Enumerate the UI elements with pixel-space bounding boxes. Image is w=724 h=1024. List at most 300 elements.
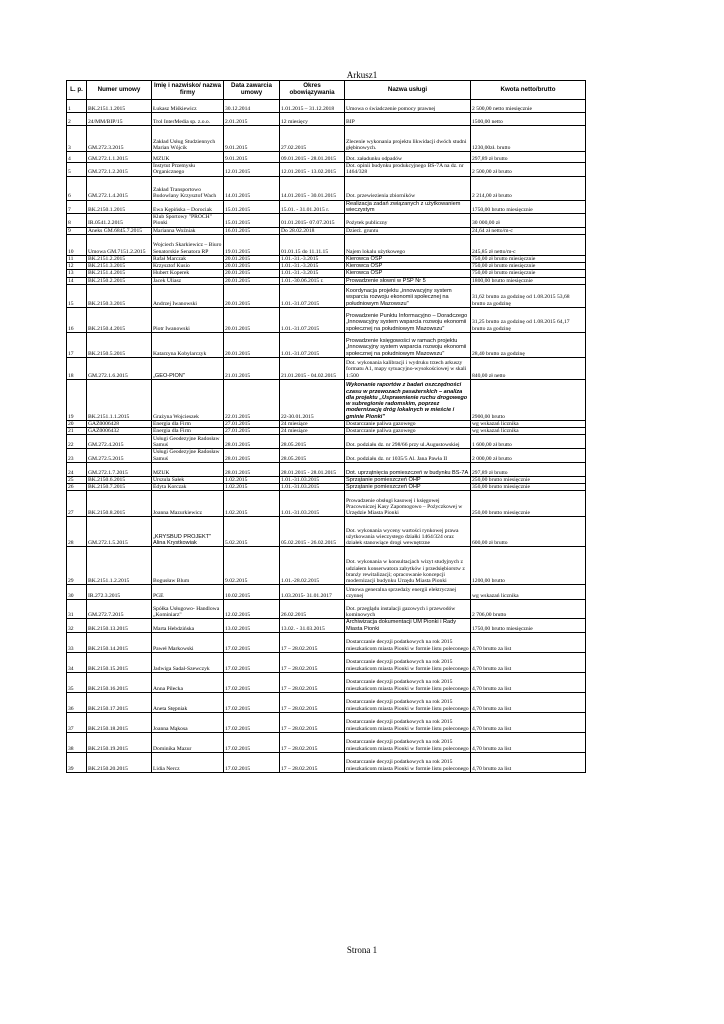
row-date: 30.12.2014 [224, 100, 280, 113]
row-service: Dot. podziału dz. nr 1035/5 Al. Jana Pawła II [345, 449, 471, 463]
row-service: Dot. przewiezienia zbiorników [345, 176, 471, 200]
row-contract-number: GM.272.1.6.2015 [87, 357, 152, 379]
table-row [67, 619, 586, 633]
row-lp: 17 [67, 332, 87, 357]
row-lp: 26 [67, 484, 87, 491]
row-period: 1.01.-31.07.2015 [280, 284, 345, 307]
row-date: 5.02.2015 [224, 517, 280, 547]
row-period: 21.01.2015 - 04.02.2015 [280, 357, 345, 379]
row-lp: 20 [67, 420, 87, 427]
header-contract-number: Numer umowy [87, 81, 152, 100]
row-amount: 750,00 zł brutto miesięcznie [471, 255, 586, 262]
row-contract-number: Aneks GM.6845.7.2015 [87, 227, 152, 234]
row-period: Do 28.02.2018 [280, 227, 345, 234]
header-name: Imię i nazwisko/ nazwa firmy [152, 81, 224, 100]
table-row [67, 462, 586, 476]
row-contract-number: GM.272.1.2.2015 [87, 163, 152, 177]
row-name: Katarzyna Kobylarczyk [152, 332, 224, 357]
row-period: 1.01.-31.07.2015 [280, 332, 345, 357]
row-service: Dostarczanie decyzji podatkowych na rok 2015 mieszkańcom miasta Pionki w formie listu poleconego [345, 712, 471, 732]
row-date: 12.01.2015 [224, 163, 280, 177]
row-lp: 1 [67, 100, 87, 113]
row-name: Andrzej Iwanowski [152, 284, 224, 307]
row-period: 1.01.-31.03.2015 [280, 491, 345, 517]
row-amount: 1750,00 brutto miesięcznie [471, 200, 586, 214]
row-service: Sprzątanie pomieszczeń OHP [345, 484, 471, 491]
row-service: Prowadzenie obsługi kasowej i księgowej Pracowniczej Kasy Zapomogowo – Pożyczkowej w Urzędzie Miasta Pionki [345, 491, 471, 517]
row-date: 17.02.2015 [224, 732, 280, 752]
row-contract-number: 24/MM/BIP/15 [87, 113, 152, 126]
row-lp: 3 [67, 126, 87, 152]
row-lp: 4 [67, 152, 87, 163]
row-name: Łukasz Miśkiewicz [152, 100, 224, 113]
row-amount: 750,00 zł brutto miesięcznie [471, 263, 586, 270]
table-row [67, 476, 586, 483]
row-amount: 4,70 brutto za list [471, 672, 586, 692]
table-row [67, 152, 586, 163]
row-amount: 2900,00 brutto [471, 379, 586, 420]
table-row [67, 712, 586, 732]
row-amount: 250,00 brutto miesięcznie [471, 491, 586, 517]
row-name: Marianna Woźniak [152, 227, 224, 234]
row-contract-number: BK.2150.17.2015 [87, 692, 152, 712]
row-contract-number: GM.272.5.2015 [87, 449, 152, 463]
row-amount: 1750,00 brutto miesięcznie [471, 619, 586, 633]
row-service: Dot. załadunku odpadów [345, 152, 471, 163]
row-lp: 38 [67, 732, 87, 752]
row-lp: 13 [67, 270, 87, 277]
row-service: Najem lokalu użytkowego [345, 234, 471, 255]
row-service: Dostarczanie decyzji podatkowych na rok 2015 mieszkańcom miasta Pionki w formie listu poleconego [345, 652, 471, 672]
row-amount: 840,00 zł netto [471, 357, 586, 379]
table-row [67, 307, 586, 332]
row-lp: 21 [67, 428, 87, 435]
row-date: 22.01.2015 [224, 379, 280, 420]
row-contract-number: BK.2151.1.2015 [87, 100, 152, 113]
row-service: Kierowca OSP [345, 255, 471, 262]
row-date: 13.02.2015 [224, 619, 280, 633]
row-contract-number: BK.2150.4.2015 [87, 307, 152, 332]
row-period: 17 – 28.02.2015 [280, 712, 345, 732]
table-row [67, 270, 586, 277]
row-contract-number: BK.2151.3.2015 [87, 263, 152, 270]
row-service: Dostarczanie paliwa gazowego [345, 428, 471, 435]
row-period: 17 – 28.02.2015 [280, 632, 345, 652]
row-name: Usługi Geodezyjne Radosław Samuś [152, 449, 224, 463]
table-row [67, 255, 586, 262]
table-row [67, 692, 586, 712]
row-name: Trol InterMedia sp. z.o.o. [152, 113, 224, 126]
row-service: Wykonanie raportów z badań oszczędności czasu w przewozach pasażerskich – analiza dla projektu „Usprawnienie ruchu drogowego w subregionie radomskim, poprzez modernizację dróg lokalnych w mieście i gminie Pionki" [345, 379, 471, 420]
table-row [67, 200, 586, 214]
row-name: Wojciech Skarkiewicz – Biuro Senatorskie Senatora RP [152, 234, 224, 255]
table-row [67, 176, 586, 200]
table-row [67, 126, 586, 152]
row-name: Jadwiga Sadal-Szewczyk [152, 652, 224, 672]
row-contract-number: BK.2150.1.2015 [87, 200, 152, 214]
row-service: BIP [345, 113, 471, 126]
row-date: 1.02.2015 [224, 491, 280, 517]
row-period: 01.01.2015- 07.07.2015 [280, 214, 345, 228]
row-period: 17 – 28.02.2015 [280, 652, 345, 672]
table-row [67, 234, 586, 255]
row-date: 20.01.2015 [224, 284, 280, 307]
header-amount: Kwota netto/brutto [471, 81, 586, 100]
row-amount: 2 214,00 zł brutto [471, 176, 586, 200]
row-lp: 39 [67, 752, 87, 772]
row-name: Edyta Korczak [152, 484, 224, 491]
row-name: Anna Pilecka [152, 672, 224, 692]
row-lp: 23 [67, 449, 87, 463]
table-row [67, 263, 586, 270]
table-row [67, 585, 586, 600]
row-period: 17 – 28.02.2015 [280, 732, 345, 752]
table-row [67, 672, 586, 692]
row-lp: 37 [67, 712, 87, 732]
row-date: 28.01.2015 [224, 435, 280, 449]
row-service: Dzierż. gruntu [345, 227, 471, 234]
row-amount: 1500,00 netto [471, 113, 586, 126]
row-contract-number: GAZ0006432 [87, 428, 152, 435]
row-period: 1.01.-31.-3.2015 [280, 270, 345, 277]
header-service: Nazwa usługi [345, 81, 471, 100]
row-date: 17.02.2015 [224, 692, 280, 712]
row-period: 24 miesiące [280, 420, 345, 427]
row-contract-number: GAZ0006428 [87, 420, 152, 427]
row-amount: 4,70 brutto za list [471, 732, 586, 752]
row-date: 16.01.2015 [224, 227, 280, 234]
row-date: 1.02.2015 [224, 484, 280, 491]
row-name: Marta Hebdzińska [152, 619, 224, 633]
table-row [67, 435, 586, 449]
row-contract-number: BK.2150.13.2015 [87, 619, 152, 633]
row-amount: 1 600,00 zł brutto [471, 435, 586, 449]
table-row [67, 113, 586, 126]
table-row [67, 547, 586, 585]
row-lp: 9 [67, 227, 87, 234]
row-period: 1.01.-31.-3.2015 [280, 255, 345, 262]
row-service: Prowadzenie słowni w PSP Nr 5 [345, 277, 471, 284]
table-row [67, 332, 586, 357]
row-amount: 4,70 brutto za list [471, 652, 586, 672]
row-lp: 14 [67, 277, 87, 284]
row-amount: 1800,00 brutto miesięcznie [471, 277, 586, 284]
table-row [67, 428, 586, 435]
table-row [67, 277, 586, 284]
row-contract-number: BK.2151.4.2015 [87, 270, 152, 277]
row-amount: 297,89 zł brutto [471, 462, 586, 476]
header-period: Okres obowiązywania [280, 81, 345, 100]
row-lp: 31 [67, 600, 87, 619]
row-period: 12 miesięcy [280, 113, 345, 126]
row-period: 1.03.2015- 31.01.2017 [280, 585, 345, 600]
row-lp: 30 [67, 585, 87, 600]
row-period: 09.01.2015 - 28.01.2015 [280, 152, 345, 163]
row-date: 17.02.2015 [224, 712, 280, 732]
row-name: „KRYSBUD PROJEKT" Alina Krystkowiak [152, 517, 224, 547]
row-name: Hubert Koperek [152, 270, 224, 277]
row-lp: 22 [67, 435, 87, 449]
row-amount: 297,89 zł brutto [471, 152, 586, 163]
row-lp: 25 [67, 476, 87, 483]
row-date: 10.02.2015 [224, 585, 280, 600]
table-body [67, 100, 586, 773]
header-date: Data zawarcia umowy [224, 81, 280, 100]
row-amount: 30 000,00 zł [471, 214, 586, 228]
row-date: 21.01.2015 [224, 357, 280, 379]
row-period: 1.01.-31.-3.2015 [280, 263, 345, 270]
row-date: 19.01.2015 [224, 234, 280, 255]
row-amount: 2 000,00 zł brutto [471, 449, 586, 463]
row-date: 28.01.2015 [224, 449, 280, 463]
row-lp: 34 [67, 652, 87, 672]
table-row [67, 163, 586, 177]
row-amount: 1230,00zł. brutto [471, 126, 586, 152]
row-date: 17.02.2015 [224, 752, 280, 772]
row-service: Pożytek publiczny [345, 214, 471, 228]
row-period: 15.01. - 31.01.2015 r. [280, 200, 345, 214]
row-contract-number: BK.2150.2.2015 [87, 277, 152, 284]
row-contract-number: GM.272.1.4.2015 [87, 176, 152, 200]
row-name: „GEO-PION" [152, 357, 224, 379]
row-amount: wg wskazań licznika [471, 585, 586, 600]
row-date: 17.02.2015 [224, 652, 280, 672]
row-date: 1.02.2015 [224, 476, 280, 483]
row-amount: 4,70 brutto za list [471, 692, 586, 712]
row-contract-number: BK.2150.6.2015 [87, 476, 152, 483]
row-name: Usługi Geodezyjne Radosław Samuś [152, 435, 224, 449]
table-row [67, 632, 586, 652]
row-period: 1.01.-30.06.2015 r. [280, 277, 345, 284]
row-period: 17 – 28.02.2015 [280, 672, 345, 692]
row-lp: 12 [67, 263, 87, 270]
row-service: Dostarczanie decyzji podatkowych na rok 2015 mieszkańcom miasta Pionki w formie listu poleconego [345, 732, 471, 752]
row-contract-number: GM.272.1.1.2015 [87, 152, 152, 163]
row-contract-number: GM.272.1.7.2015 [87, 462, 152, 476]
row-service: Dostarczanie paliwa gazowego [345, 420, 471, 427]
row-name: Joanna Mazurkiewicz [152, 491, 224, 517]
row-lp: 2 [67, 113, 87, 126]
row-service: Koordynacja projektu „innowacyjny system wsparcia rozwoju ekonomii społecznej na południowym Mazowszu" [345, 284, 471, 307]
row-lp: 7 [67, 200, 87, 214]
row-period: 28.05.2015 [280, 449, 345, 463]
row-lp: 28 [67, 517, 87, 547]
row-amount: wg wskazań licznika [471, 420, 586, 427]
row-contract-number: BK.2150.18.2015 [87, 712, 152, 732]
row-lp: 18 [67, 357, 87, 379]
row-lp: 8 [67, 214, 87, 228]
row-amount: 245,85 zł netto/m-c [471, 234, 586, 255]
row-service: Archiwizacja dokumentacji UM Pionki i Rady Miasta Pionki [345, 619, 471, 633]
row-name: Joanna Mąkosa [152, 712, 224, 732]
row-period: 26.02.2015 [280, 600, 345, 619]
row-service: Dot. wykonania w konsultacjach wizyt studyjnych z udziałem konserwatora zabytków i przedsiębiorstw z branży rewitalizacji; opracowanie koncepcji modernizacji budynku Urzędu Miasta Pionki [345, 547, 471, 585]
row-name: Aneta Stępniak [152, 692, 224, 712]
row-service: Dostarczanie decyzji podatkowych na rok 2015 mieszkańcom miasta Pionki w formie listu poleconego [345, 752, 471, 772]
row-lp: 27 [67, 491, 87, 517]
row-name: Ewa Kępińska – Dorociak [152, 200, 224, 214]
row-contract-number: BK.2150.7.2015 [87, 484, 152, 491]
contracts-table [66, 80, 586, 773]
row-contract-number: GM.272.1.5.2015 [87, 517, 152, 547]
row-service: Prowadzenie Punktu Informacyjno – Doradczego „Innowacyjny system wsparcia rozwoju ekonomii społecznej na południowym Mazowszu" [345, 307, 471, 332]
row-name: Paweł Markowski [152, 632, 224, 652]
row-service: Zlecenie wykonania projektu likwidacji dwóch studni głębinowych. [345, 126, 471, 152]
row-service: Dot. wykonania wyceny wartości rynkowej prawa użytkowania wieczystego działki 1464/324 oraz działek stanowiące drogi wewnętrzne [345, 517, 471, 547]
table-row [67, 379, 586, 420]
table-row [67, 357, 586, 379]
row-name: Spółka Usługowo- Handlowa „Kominiarz" [152, 600, 224, 619]
row-period: 17 – 28.02.2015 [280, 692, 345, 712]
row-contract-number: BK.2150.15.2015 [87, 652, 152, 672]
header-row [67, 81, 586, 100]
row-contract-number: BK.2150.16.2015 [87, 672, 152, 692]
row-name: Grażyna Wojcieszek [152, 379, 224, 420]
row-name: Piotr Iwanowski [152, 307, 224, 332]
table-row [67, 100, 586, 113]
row-lp: 36 [67, 692, 87, 712]
row-date: 12.02.2015 [224, 600, 280, 619]
row-date: 14.01.2015 [224, 176, 280, 200]
row-service: Dot. przeglądu instalacji gazowych i przewodów kominowych [345, 600, 471, 619]
row-date: 9.01.2015 [224, 152, 280, 163]
table-row [67, 214, 586, 228]
row-lp: 35 [67, 672, 87, 692]
row-date: 20.01.2015 [224, 263, 280, 270]
table-row [67, 449, 586, 463]
row-name: Dominika Mazur [152, 732, 224, 752]
row-date: 2.01.2015 [224, 113, 280, 126]
row-service: Dot. podziału dz. nr 298/66 przy ul.Augustowskiej [345, 435, 471, 449]
row-date: 9.02.2015 [224, 547, 280, 585]
row-service: Prowadzenie księgowości w ramach projektu „Innowacyjny system wsparcia rozwoju ekonomii społecznej na południowym Mazowszu" [345, 332, 471, 357]
row-amount: 31,25 brutto za godzinę od 1.08.2015 64,17 brutto za godzinę [471, 307, 586, 332]
row-lp: 29 [67, 547, 87, 585]
row-date: 15.01.2015 [224, 214, 280, 228]
row-name: Bogusław Blum [152, 547, 224, 585]
row-contract-number: BK.2150.19.2015 [87, 732, 152, 752]
row-amount: 28,40 brutto za godzinę [471, 332, 586, 357]
row-lp: 10 [67, 234, 87, 255]
row-period: 28.05.2015 [280, 435, 345, 449]
row-name: Energia dla Firm [152, 428, 224, 435]
row-name: Klub Sportowy "PROCH" Pionki [152, 214, 224, 228]
row-date: 27.01.2015 [224, 428, 280, 435]
table-row [67, 652, 586, 672]
row-contract-number: GM.272.4.2015 [87, 435, 152, 449]
row-date: 9.01.2015 [224, 126, 280, 152]
row-amount: 31,62 brutto za godzinę od 1.08.2015 53,68 brutto za godzinę [471, 284, 586, 307]
row-contract-number: BK.2151.1.1.2015 [87, 379, 152, 420]
row-service: Dostarczanie decyzji podatkowych na rok 2015 mieszkańcom miasta Pionki w formie listu poleconego [345, 672, 471, 692]
row-contract-number: GM.272.7.2015 [87, 600, 152, 619]
row-period: 1.01.-31.03.2015 [280, 476, 345, 483]
table-row [67, 227, 586, 234]
row-service: Dostarczanie decyzji podatkowych na rok 2015 mieszkańcom miasta Pionki w formie listu poleconego [345, 692, 471, 712]
row-service: Umowa generalna sprzedaży energii elektrycznej czynnej [345, 585, 471, 600]
row-amount: 4,70 brutto za list [471, 752, 586, 772]
row-amount: 4,70 brutto za list [471, 632, 586, 652]
row-lp: 6 [67, 176, 87, 200]
row-amount: wg wskazań licznika [471, 428, 586, 435]
row-period: 14.01.2015 - 30.01.2015 [280, 176, 345, 200]
row-name: Instytut Przemysłu Organicznego [152, 163, 224, 177]
row-contract-number: BK.2151.1.2.2015 [87, 547, 152, 585]
row-period: 13.02. - 31.03.2015 [280, 619, 345, 633]
row-contract-number: BK.2150.8.2015 [87, 491, 152, 517]
row-name: Zakład Usług Studziennych Marian Wójcik [152, 126, 224, 152]
row-service: Sprzątanie pomieszczeń OHP [345, 476, 471, 483]
row-amount: 2 500,00 zł brutto [471, 163, 586, 177]
row-amount: 750,00 zł brutto miesięcznie [471, 270, 586, 277]
row-contract-number: BK.2151.2.2015 [87, 255, 152, 262]
row-service: Kierowca OSP [345, 263, 471, 270]
row-period: 27.02.2015 [280, 126, 345, 152]
row-service: Realizacja zadań związanych z użytkowaniem wieczystym [345, 200, 471, 214]
row-service: Dostarczanie decyzji podatkowych na rok 2015 mieszkańcom miasta Pionki w formie listu poleconego [345, 632, 471, 652]
row-name: Jacek Uliasz [152, 277, 224, 284]
row-contract-number: GM.272.3.2015 [87, 126, 152, 152]
table-row [67, 517, 586, 547]
row-period: 1.01.-31.03.2015 [280, 484, 345, 491]
row-date: 20.01.2015 [224, 332, 280, 357]
row-amount: 24,64 zł netto/m-c [471, 227, 586, 234]
row-date: 17.02.2015 [224, 672, 280, 692]
row-lp: 5 [67, 163, 87, 177]
row-service: Dot. opinii budynku produkcyjnego BS-7A na dz. nr 1464/328 [345, 163, 471, 177]
row-lp: 15 [67, 284, 87, 307]
page-footer: Strona 1 [346, 945, 378, 955]
row-lp: 19 [67, 379, 87, 420]
row-lp: 11 [67, 255, 87, 262]
row-service: Dot. uprzątnięcia pomieszczeń w budynku BS-7A [345, 462, 471, 476]
table-row [67, 420, 586, 427]
sheet-title: Arkusz1 [346, 70, 378, 80]
row-period: 1.01.2015 – 31.12.2018 [280, 100, 345, 113]
row-lp: 16 [67, 307, 87, 332]
row-date: 15.01.2015 [224, 200, 280, 214]
row-amount: 350,00 brutto miesięcznie [471, 484, 586, 491]
row-amount: 600,00 zł brutto [471, 517, 586, 547]
row-date: 20.01.2015 [224, 277, 280, 284]
table-row [67, 732, 586, 752]
row-date: 28.01.2015 [224, 462, 280, 476]
row-contract-number: BK.2150.20.2015 [87, 752, 152, 772]
row-period: 17 – 28.02.2015 [280, 752, 345, 772]
row-name: Energia dla Firm [152, 420, 224, 427]
row-date: 20.01.2015 [224, 255, 280, 262]
header-lp: L. p. [67, 81, 87, 100]
row-name: MZUK [152, 152, 224, 163]
row-lp: 32 [67, 619, 87, 633]
table-row [67, 752, 586, 772]
row-period: 1.01.-31.07.2015 [280, 307, 345, 332]
row-lp: 33 [67, 632, 87, 652]
row-name: PGE [152, 585, 224, 600]
row-date: 20.01.2015 [224, 270, 280, 277]
row-name: Rafał Marczak [152, 255, 224, 262]
row-period: 24 miesiące [280, 428, 345, 435]
row-contract-number: BK.2150.14.2015 [87, 632, 152, 652]
row-name: MZUK [152, 462, 224, 476]
row-date: 20.01.2015 [224, 307, 280, 332]
row-period: 22-30.01.2015 [280, 379, 345, 420]
row-service: Kierowca OSP [345, 270, 471, 277]
table-row [67, 600, 586, 619]
row-name: Zakład Transportowo Budowlany Krzysztof Wach [152, 176, 224, 200]
row-service: Umowa o świadczenie pomocy prawnej [345, 100, 471, 113]
table-row [67, 484, 586, 491]
